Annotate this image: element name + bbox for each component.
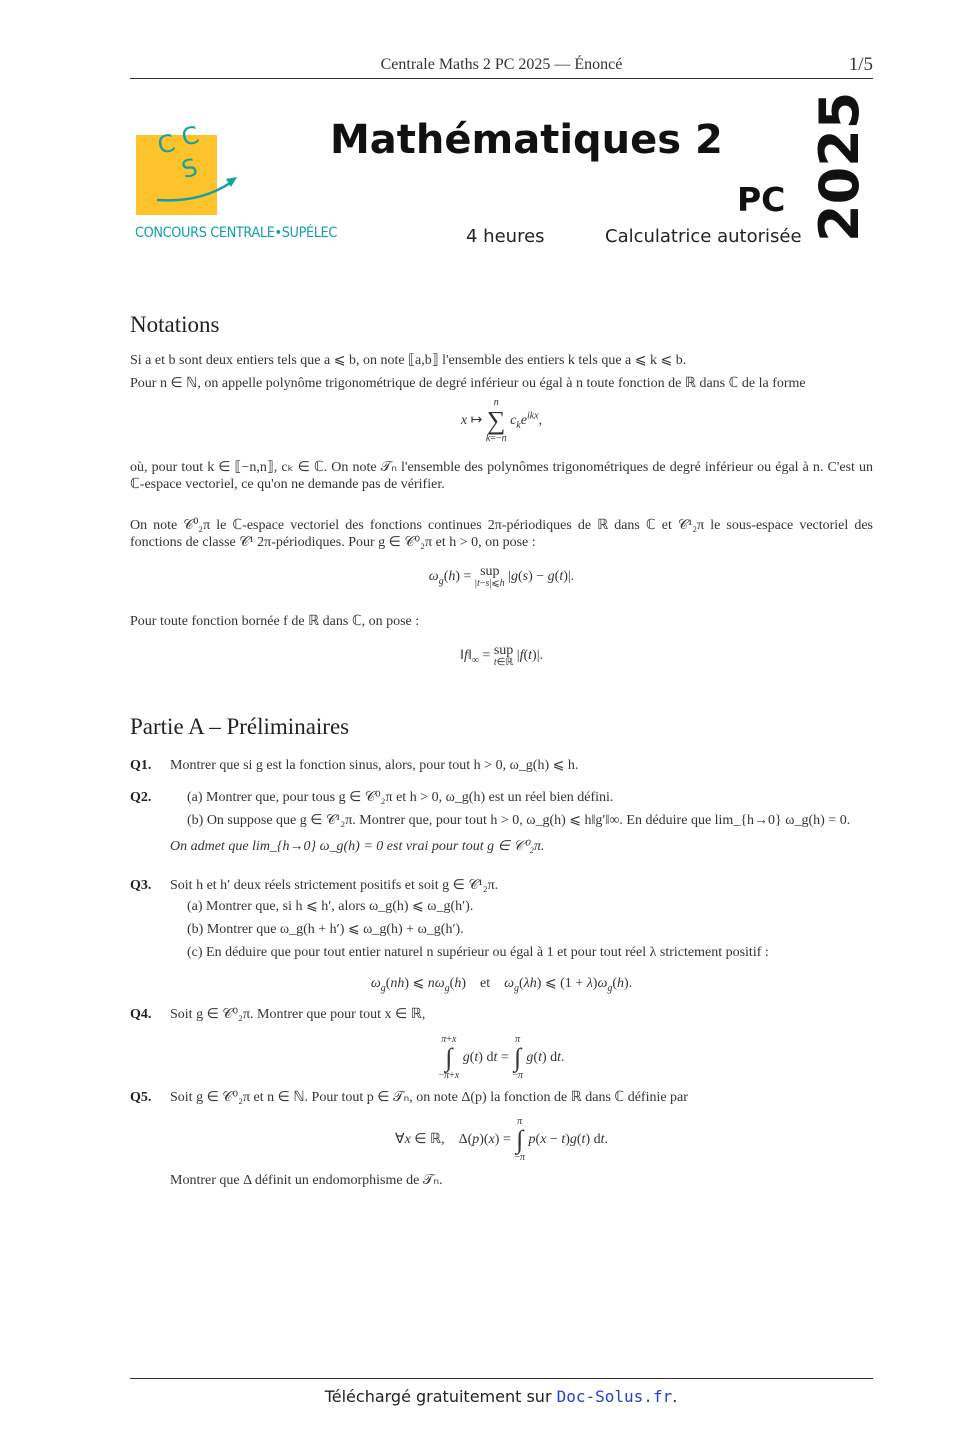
q2-b: (b) On suppose que g ∈ 𝒞¹₂π. Montrer que, pour tout h > 0, ω_g(h) ⩽ h‖g′‖∞. En déduire que lim_{h→0} ω_g(h) = 0. bbox=[187, 813, 851, 828]
logo-name: CONCOURS CENTRALE•SUPÉLEC bbox=[135, 225, 337, 241]
q5-end: Montrer que Δ définit un endomorphisme de 𝒯ₙ. bbox=[170, 1173, 443, 1188]
logo-letters-icon bbox=[130, 115, 250, 215]
running-header bbox=[130, 54, 873, 79]
footer-link[interactable]: Doc-Solus.fr bbox=[556, 1387, 673, 1406]
svg-text:C: C bbox=[154, 128, 179, 161]
subject-title: Mathématiques 2 bbox=[330, 117, 723, 163]
running-title: Centrale Maths 2 PC 2025 — Énoncé bbox=[380, 56, 623, 73]
q2-a: (a) Montrer que, pour tous g ∈ 𝒞⁰₂π et h > 0, ω_g(h) est un réel bien défini. bbox=[187, 790, 614, 805]
q5-text: Soit g ∈ 𝒞⁰₂π et n ∈ ℕ. Pour tout p ∈ 𝒯ₙ, on note Δ(p) la fonction de ℝ dans ℂ définie par bbox=[170, 1090, 688, 1105]
q2-label: Q2. bbox=[130, 790, 152, 805]
svg-text:C: C bbox=[178, 120, 203, 153]
formula-q5: ∀x ∈ ℝ, Δ(p)(x) = π ∫ −π p(x − t)g(t) dt. bbox=[395, 1116, 608, 1163]
formula-sup-norm: $‖f‖_\infty$ = sup t∈ℝ |f(t)|. bbox=[460, 643, 543, 668]
question-5 bbox=[130, 1089, 873, 1106]
ccs-logo bbox=[130, 115, 337, 250]
calculator-note: Calculatrice autorisée bbox=[605, 226, 802, 247]
footer-dot: . bbox=[672, 1387, 678, 1406]
formula-q4: π+x ∫ −π+x g(t) dt = π ∫ −π g(t) dt. bbox=[438, 1034, 565, 1081]
formula-trig-poly: x ↦ n ∑ k=−n $c_ke^{ikx}$, bbox=[460, 397, 543, 444]
footer bbox=[0, 1387, 980, 1406]
section-part-a: Partie A – Préliminaires bbox=[130, 714, 350, 739]
q3-label: Q3. bbox=[130, 878, 152, 893]
duration: 4 heures bbox=[466, 226, 545, 247]
q4-label: Q4. bbox=[130, 1007, 152, 1022]
year: 2025 bbox=[808, 91, 871, 242]
notation-p3: où, pour tout k ∈ ⟦−n,n⟧, cₖ ∈ ℂ. On note 𝒯ₙ l'ensemble des polynômes trigonométriques de degré inférieur ou égal à n. C'est un ℂ-espace vectoriel, ce qu'on ne demande pas de vérifier. bbox=[130, 460, 873, 492]
q5-label: Q5. bbox=[130, 1090, 152, 1105]
q4-text: Soit g ∈ 𝒞⁰₂π. Montrer que pour tout x ∈ ℝ, bbox=[170, 1007, 426, 1022]
notation-p4: On note 𝒞⁰₂π le ℂ-espace vectoriel des fonctions continues 2π-périodiques de ℝ dans ℂ et 𝒞¹₂π le sous-espace vectoriel des fonctions de classe 𝒞¹ 2π-périodiques. Pour g ∈ 𝒞⁰₂π et h > 0, on pose : bbox=[130, 518, 873, 550]
q3-b: (b) Montrer que ω_g(h + h′) ⩽ ω_g(h) + ω_g(h′). bbox=[187, 922, 464, 937]
track-label: PC bbox=[737, 180, 786, 219]
notation-p1: Si a et b sont deux entiers tels que a ⩽ b, on note ⟦a,b⟧ l'ensemble des entiers k tels que a ⩽ k ⩽ b. bbox=[130, 353, 687, 368]
question-3 bbox=[130, 877, 873, 894]
section-notations: Notations bbox=[130, 312, 220, 337]
notation-p2: Pour n ∈ ℕ, on appelle polynôme trigonométrique de degré inférieur ou égal à n toute fonction de ℝ dans ℂ de la forme bbox=[130, 376, 806, 391]
formula-omega: $\omega_g(h)$ = sup |t−s|⩽h |g(s) − g(t)|. bbox=[428, 564, 575, 589]
formula-q3: $\omega_g(nh)$ ⩽ $n\omega_g(h)$ et $\omega_g(\lambda h)$ ⩽ $(1 + \lambda)\omega_g(h)$. bbox=[370, 976, 633, 994]
notation-p5: Pour toute fonction bornée f de ℝ dans ℂ, on pose : bbox=[130, 614, 420, 629]
footer-text: Téléchargé gratuitement sur bbox=[324, 1387, 552, 1406]
q3-a: (a) Montrer que, si h ⩽ h′, alors ω_g(h) ⩽ ω_g(h′). bbox=[187, 899, 474, 914]
question-4 bbox=[130, 1006, 873, 1023]
page-number: 1/5 bbox=[848, 54, 873, 75]
q3-text: Soit h et h′ deux réels strictement positifs et soit g ∈ 𝒞¹₂π. bbox=[170, 878, 499, 893]
q2-note: On admet que lim_{h→0} ω_g(h) = 0 est vrai pour tout g ∈ 𝒞⁰₂π. bbox=[170, 839, 545, 854]
footer-rule bbox=[130, 1378, 873, 1379]
question-1 bbox=[130, 757, 873, 774]
q3-c: (c) En déduire que pour tout entier naturel n supérieur ou égal à 1 et pour tout réel λ strictement positif : bbox=[187, 945, 769, 960]
q1-text: Montrer que si g est la fonction sinus, alors, pour tout h > 0, ω_g(h) ⩽ h. bbox=[170, 758, 579, 773]
svg-text:S: S bbox=[178, 153, 201, 185]
q1-label: Q1. bbox=[130, 758, 152, 773]
